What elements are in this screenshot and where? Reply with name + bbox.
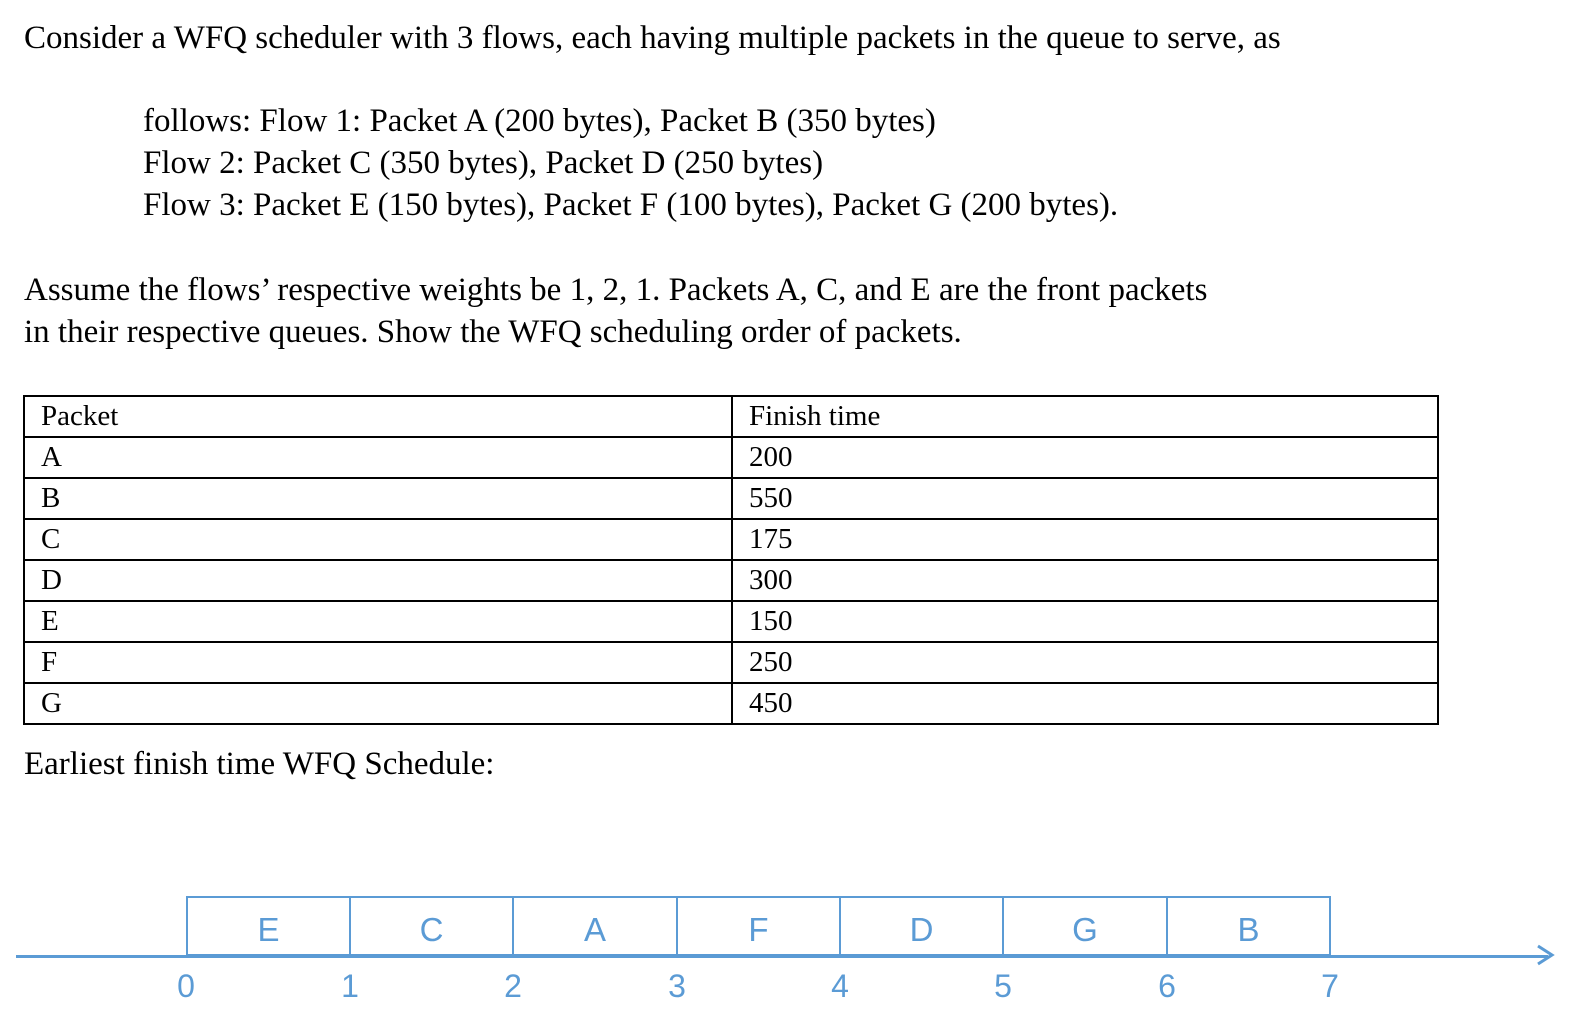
packet-cell: F — [24, 642, 732, 683]
packet-cell: G — [24, 683, 732, 724]
question-flow3: Flow 3: Packet E (150 bytes), Packet F (100 bytes), Packet G (200 bytes). — [143, 187, 1119, 223]
finish-time-cell: 200 — [732, 437, 1438, 478]
finish-time-cell: 150 — [732, 601, 1438, 642]
timeline-tick: 1 — [341, 968, 359, 1004]
header-finish-time: Finish time — [732, 396, 1438, 437]
finish-time-cell: 550 — [732, 478, 1438, 519]
packet-cell: E — [24, 601, 732, 642]
table-row — [24, 642, 1438, 683]
table-header-row — [24, 396, 1438, 437]
table-row — [24, 519, 1438, 560]
schedule-slot: F — [676, 896, 841, 956]
packet-cell: D — [24, 560, 732, 601]
timeline-tick: 0 — [177, 968, 195, 1004]
table-row — [24, 478, 1438, 519]
finish-time-cell: 175 — [732, 519, 1438, 560]
table-row — [24, 601, 1438, 642]
finish-time-cell: 450 — [732, 683, 1438, 724]
question-flow1: follows: Flow 1: Packet A (200 bytes), Packet B (350 bytes) — [143, 103, 936, 139]
question-intro: Consider a WFQ scheduler with 3 flows, each having multiple packets in the queue to serve, as — [24, 20, 1281, 56]
table-row — [24, 437, 1438, 478]
schedule-slot: D — [839, 896, 1004, 956]
packet-cell: B — [24, 478, 732, 519]
schedule-timeline — [0, 880, 1577, 1020]
packet-cell: A — [24, 437, 732, 478]
question-assumption-line2: in their respective queues. Show the WFQ scheduling order of packets. — [24, 314, 962, 350]
timeline-tick: 3 — [668, 968, 686, 1004]
finish-time-cell: 300 — [732, 560, 1438, 601]
timeline-tick: 7 — [1321, 968, 1339, 1004]
arrow-right-icon — [1534, 944, 1556, 966]
schedule-label: Earliest finish time WFQ Schedule: — [24, 746, 495, 782]
question-assumption-line1: Assume the flows’ respective weights be 1, 2, 1. Packets A, C, and E are the front packets — [24, 272, 1208, 308]
schedule-slot: G — [1002, 896, 1168, 956]
table-row — [24, 683, 1438, 724]
schedule-slot: E — [186, 896, 351, 956]
timeline-tick: 5 — [994, 968, 1012, 1004]
schedule-slot: A — [512, 896, 678, 956]
schedule-slot: B — [1166, 896, 1331, 956]
schedule-slot: C — [349, 896, 514, 956]
header-packet: Packet — [24, 396, 732, 437]
timeline-tick: 2 — [504, 968, 522, 1004]
question-flow2: Flow 2: Packet C (350 bytes), Packet D (250 bytes) — [143, 145, 824, 181]
finish-time-table — [23, 395, 1439, 725]
table-row — [24, 560, 1438, 601]
timeline-tick: 6 — [1158, 968, 1176, 1004]
finish-time-cell: 250 — [732, 642, 1438, 683]
packet-cell: C — [24, 519, 732, 560]
timeline-tick: 4 — [831, 968, 849, 1004]
